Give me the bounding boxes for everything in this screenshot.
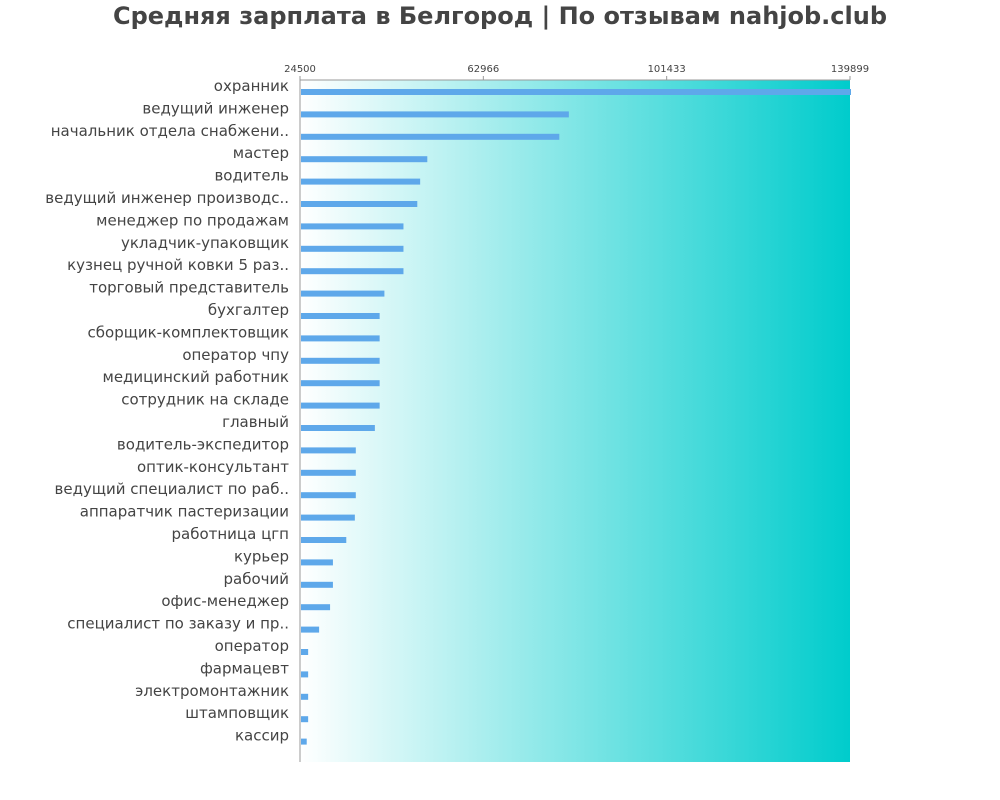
bar bbox=[301, 201, 417, 207]
category-label: ведущий специалист по раб.. bbox=[54, 480, 289, 499]
category-label: медицинский работник bbox=[102, 368, 289, 387]
category-label: оператор чпу bbox=[182, 345, 289, 364]
bar bbox=[301, 694, 308, 700]
bar bbox=[301, 425, 375, 431]
bar bbox=[301, 268, 403, 274]
category-label: офис-менеджер bbox=[161, 592, 289, 611]
x-tick-label: 24500 bbox=[284, 64, 316, 75]
category-label: сборщик-комплектовщик bbox=[87, 323, 289, 342]
category-label: главный bbox=[222, 413, 289, 431]
category-label: менеджер по продажам bbox=[96, 211, 289, 230]
bar bbox=[301, 716, 308, 722]
bar bbox=[301, 179, 420, 185]
category-label: бухгалтер bbox=[207, 301, 289, 319]
category-label: охранник bbox=[213, 77, 289, 95]
bar bbox=[301, 358, 380, 364]
category-label: электромонтажник bbox=[135, 681, 289, 700]
bar bbox=[301, 335, 380, 341]
category-label: укладчик-упаковщик bbox=[120, 233, 289, 252]
category-label: водитель bbox=[214, 166, 289, 185]
chart-title: Средняя зарплата в Белгород | По отзывам nahjob.club bbox=[112, 2, 888, 30]
category-label: рабочий bbox=[223, 569, 289, 588]
x-tick-label: 101433 bbox=[647, 64, 686, 75]
category-label: оператор bbox=[214, 637, 289, 655]
bar bbox=[301, 156, 427, 162]
bar bbox=[301, 559, 333, 565]
category-label: водитель-экспедитор bbox=[116, 435, 289, 454]
x-tick-label: 62966 bbox=[467, 64, 500, 75]
bar bbox=[301, 223, 403, 229]
bar bbox=[301, 492, 356, 498]
bar bbox=[301, 515, 355, 521]
category-label: сотрудник на складе bbox=[121, 390, 289, 409]
bar bbox=[301, 470, 356, 476]
bar bbox=[301, 447, 356, 453]
bar bbox=[301, 89, 851, 95]
category-label: фармацевт bbox=[199, 659, 289, 678]
bar bbox=[301, 627, 319, 633]
x-tick-label: 139899 bbox=[830, 64, 870, 75]
bar bbox=[301, 582, 333, 588]
category-label: ведущий инженер bbox=[142, 99, 289, 118]
category-label: торговый представитель bbox=[89, 278, 289, 297]
category-label: работница цгп bbox=[171, 525, 289, 543]
bar bbox=[301, 291, 384, 297]
category-label: ведущий инженер производс.. bbox=[45, 189, 289, 207]
bar bbox=[301, 649, 308, 655]
category-label: мастер bbox=[232, 144, 289, 163]
bar bbox=[301, 313, 380, 319]
bar bbox=[301, 111, 569, 117]
category-label: специалист по заказу и пр.. bbox=[67, 614, 289, 633]
category-label: начальник отдела снабжени.. bbox=[50, 121, 289, 140]
bar bbox=[301, 246, 403, 252]
bar bbox=[301, 537, 346, 543]
bar bbox=[301, 134, 559, 140]
category-label: кузнец ручной ковки 5 раз.. bbox=[67, 256, 289, 275]
bar bbox=[301, 671, 308, 677]
category-label: штамповщик bbox=[185, 704, 289, 723]
bar bbox=[301, 604, 330, 610]
category-label: кассир bbox=[234, 726, 289, 745]
bar bbox=[301, 403, 380, 409]
bar bbox=[301, 380, 380, 386]
bar bbox=[301, 739, 307, 745]
category-label: аппаратчик пастеризации bbox=[79, 502, 289, 521]
category-label: курьер bbox=[233, 547, 289, 566]
category-label: оптик-консультант bbox=[136, 457, 289, 476]
